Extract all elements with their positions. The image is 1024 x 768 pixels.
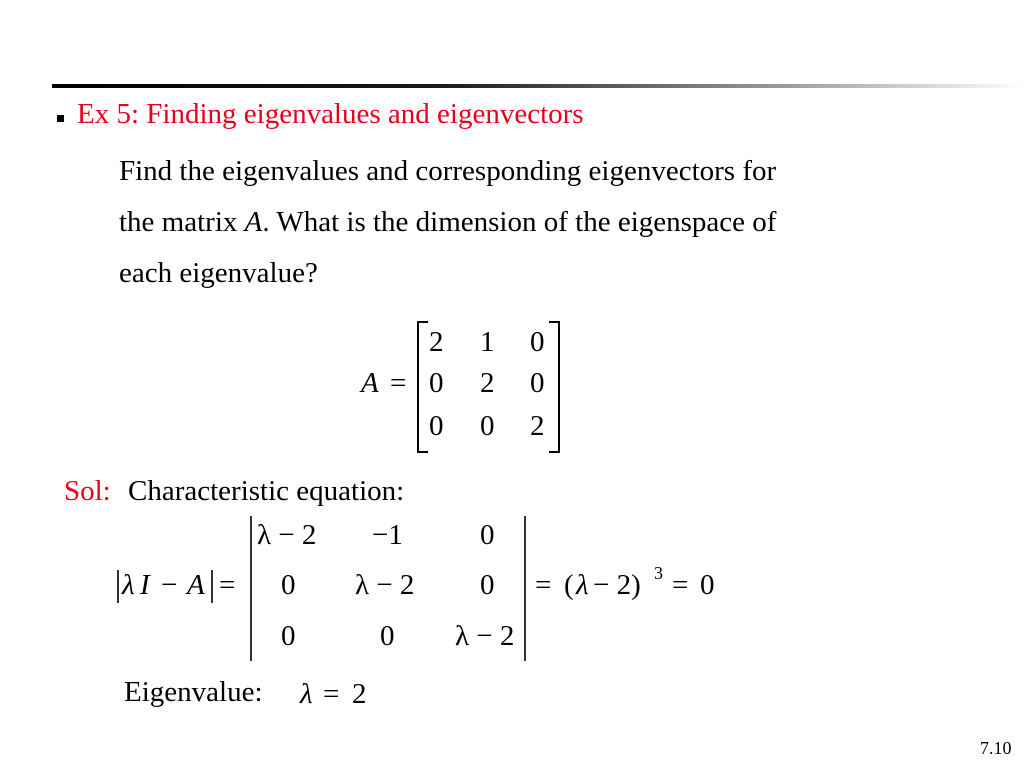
- rhs-equals-2: =: [672, 569, 689, 601]
- eigenvalue-lambda: λ: [300, 678, 313, 710]
- problem-line-2-end: . What is the dimension of the eigenspace of: [262, 206, 777, 238]
- matrix-cell-r3c1: 0: [429, 410, 444, 442]
- matrix-name-inline: A: [244, 206, 263, 238]
- matrix-cell-r3c3: 2: [530, 410, 545, 442]
- page-number: 7.10: [980, 738, 1012, 758]
- matrix-cell-r2c3: 0: [530, 367, 545, 399]
- det-cell-r3c3: λ − 2: [455, 620, 515, 652]
- matrix-cell-r3c2: 0: [480, 410, 495, 442]
- eigenvalue-equals: =: [323, 678, 340, 710]
- rhs-open-paren: (: [564, 569, 574, 601]
- problem-line-2-start: the matrix: [119, 206, 245, 238]
- matrix-cell-r1c3: 0: [530, 326, 545, 358]
- det-cell-r2c3: 0: [480, 569, 495, 601]
- matrix-cell-r2c2: 2: [480, 367, 495, 399]
- det-cell-r1c1: λ − 2: [257, 519, 317, 551]
- rhs-lambda: λ: [576, 569, 589, 601]
- sol-label: Sol:: [64, 475, 111, 507]
- matrix-equals: =: [390, 367, 407, 399]
- lhs-equals: =: [219, 569, 236, 601]
- det-cell-r3c2: 0: [380, 620, 395, 652]
- lhs-identity: I: [140, 569, 150, 601]
- matrix-cell-r2c1: 0: [429, 367, 444, 399]
- rhs-equals-1: =: [535, 569, 552, 601]
- rhs-zero: 0: [700, 569, 715, 601]
- problem-line-1: Find the eigenvalues and corresponding eigenvectors for: [119, 155, 777, 187]
- sol-text: Characteristic equation:: [128, 475, 405, 507]
- det-cell-r3c1: 0: [281, 620, 296, 652]
- rhs-minus-two: − 2): [593, 569, 641, 601]
- det-cell-r1c3: 0: [480, 519, 495, 551]
- matrix-label: A: [361, 367, 379, 399]
- rhs-exponent: 3: [654, 563, 663, 583]
- det-cell-r2c2: λ − 2: [355, 569, 415, 601]
- eigenvalue-label: Eigenvalue:: [124, 676, 263, 708]
- lhs-lambda: λ: [122, 569, 135, 601]
- lhs-matrix-name: A: [187, 569, 205, 601]
- matrix-cell-r1c2: 1: [480, 326, 495, 358]
- det-cell-r1c2: −1: [372, 519, 403, 551]
- matrix-cell-r1c1: 2: [429, 326, 444, 358]
- det-cell-r2c1: 0: [281, 569, 296, 601]
- lhs-minus: −: [161, 569, 178, 601]
- eigenvalue-value: 2: [352, 678, 367, 710]
- problem-line-3: each eigenvalue?: [119, 257, 318, 289]
- slide-title: Ex 5: Finding eigenvalues and eigenvectors: [77, 98, 584, 130]
